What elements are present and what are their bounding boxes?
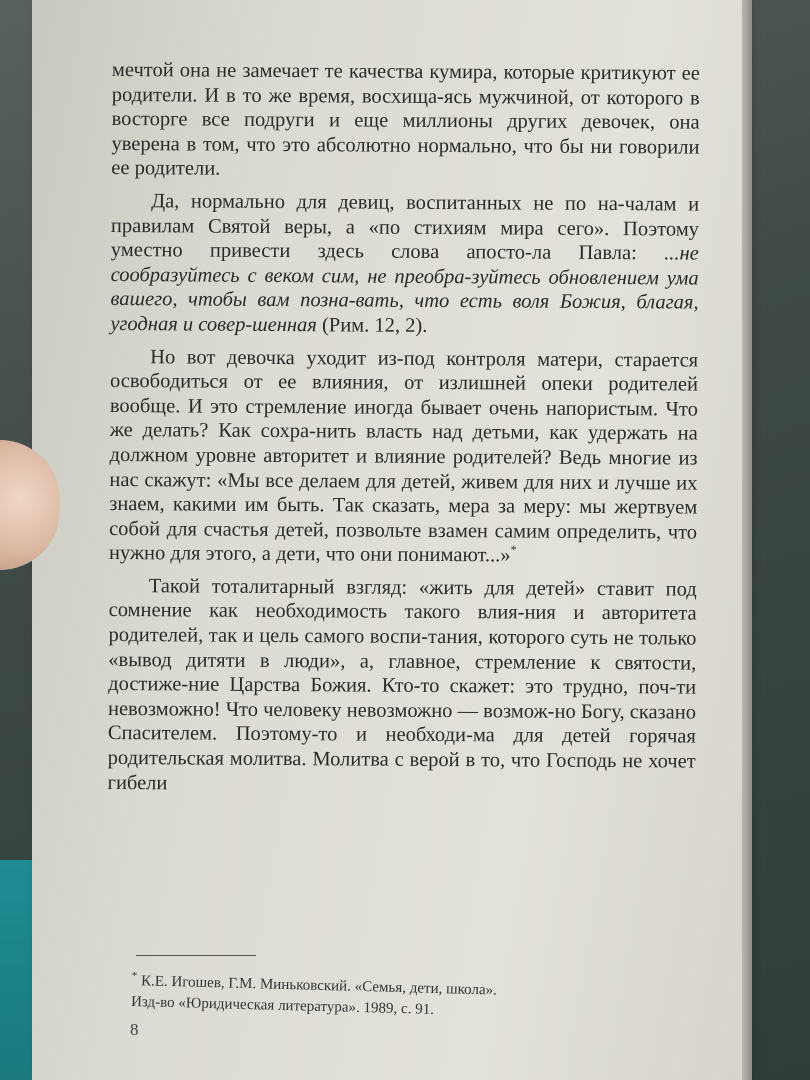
footnote-ref: *	[510, 542, 517, 557]
body-text	[107, 58, 700, 807]
footnote-mark: *	[131, 969, 138, 983]
paragraph-4: Такой тоталитарный взгляд: «жить для детей» ставит под сомнение как необходимость такого влия-ния и авторитета родителей, так и цель самого воспи-тания, которого суть не только «вывод дитяти в люди», а, главное, стремление к святости, достиже-ние Царства Божия. Кто-то скажет: это трудно, поч-ти невозможно! Что человеку невозможно — возмож-но Богу, сказано Спасителем. Поэтому-то и необходи-ма для детей горячая родительская молитва. Молитва с верой в то, что Господь не хочет гибели	[107, 575, 697, 794]
paragraph-3	[109, 345, 698, 570]
footnote-line-1: * К.Е. Игошев, Г.М. Миньковский. «Семья, дети, школа».	[131, 969, 498, 999]
page-number: 8	[130, 1020, 139, 1039]
footnote-line-2: Изд-во «Юридическая литература». 1989, с. 91.	[130, 993, 435, 1018]
paragraph-1: мечтой она не замечает те качества кумира, которые критикуют ее родители. И в то же время, восхища-ясь мужчиной, от которого в восторге все подруги и еще миллионы других девочек, она уверена в том, что это абсолютно нормально, что бы ни говорили ее родители.	[111, 58, 700, 181]
scripture-quote: ...не сообразуйтесь с веком сим, не преобра-зуйтесь обновлением ума вашего, чтобы вам позна-вать, что есть воля Божия, благая, угодная и совер-шенная	[110, 242, 699, 337]
paragraph-2: Да, нормально для девиц, воспитанных не по на-чалам и правилам Святой веры, а «по стихиям мира сего». Поэтому уместно привести здесь слова апосто-ла Павла: ...не сообразуйтесь с веком сим, не преобра-зуйтесь обновлением ума вашего, чтобы вам позна-вать, что есть воля Божия, благая, угодная и совер-шенная (Рим. 12, 2).	[110, 190, 700, 337]
footnote-divider	[136, 955, 256, 956]
page-edge	[742, 0, 752, 1080]
paragraph-3-text: Но вот девочка уходит из-под контроля матери, старается освободиться от ее влияния, от излишней опеки родителей вообще. И это стремление иногда бывает очень напористым. Что же делать? Как сохра-нить власть над детьми, как удержать на должном уровне авторитет и влияние родителей? Ведь многие из нас скажут: «Мы все делаем для детей, живем для них и лучше их знаем, какими им быть. Так сказать, мера за меру: мы жертвуем собой для счастья детей, позвольте взамен самим определить, что нужно для этого, а дети, что они понимают...»	[108, 345, 699, 567]
